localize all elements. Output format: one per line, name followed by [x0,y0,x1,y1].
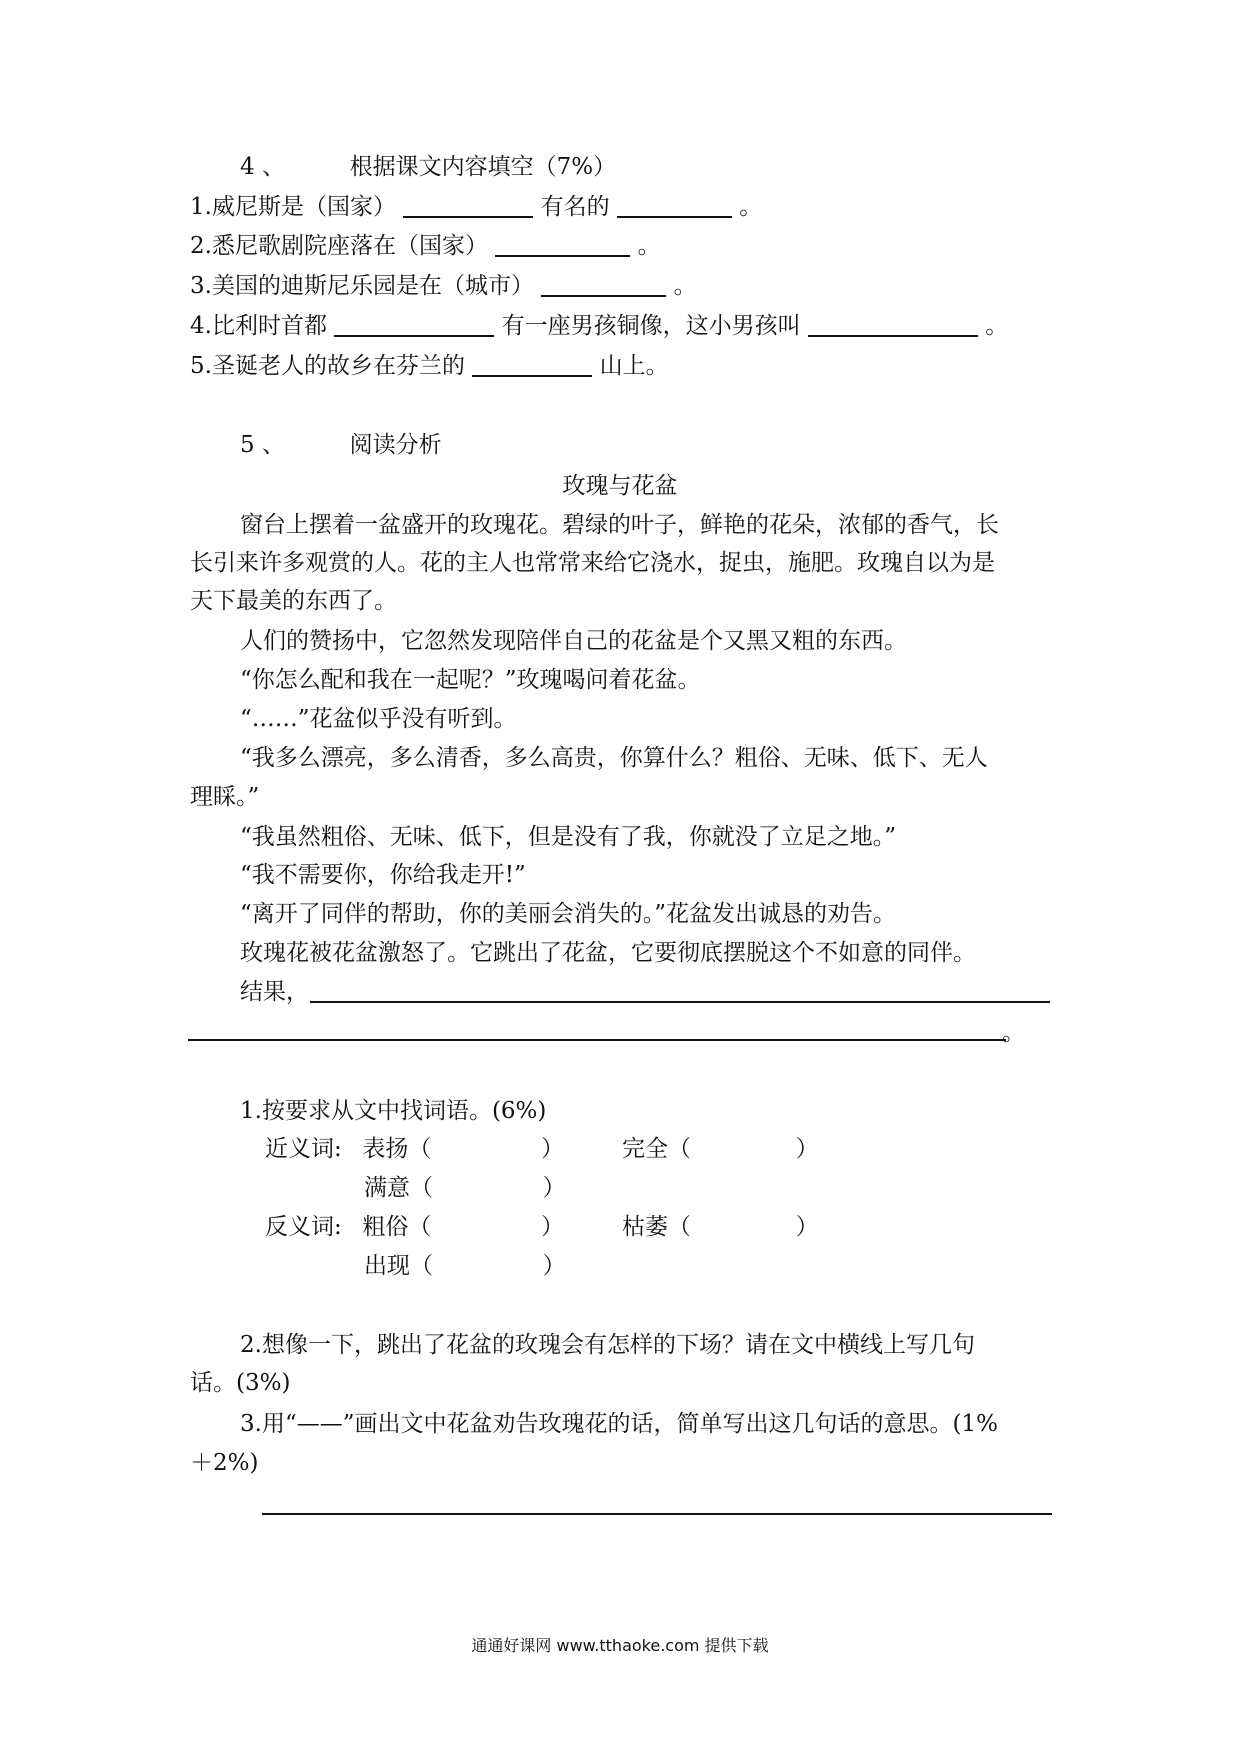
q1-end: 。 [739,194,763,220]
ant2-close: ） [795,1214,819,1240]
synonym-row-2 [364,1173,566,1203]
antonym-row-2 [364,1251,566,1281]
synonym-row-1 [265,1134,564,1164]
fill-question-1 [190,192,762,222]
syn2-close: ） [795,1136,819,1162]
syn2-word: 完全（ [622,1136,691,1162]
passage-p6: “我虽然粗俗、无味、低下，但是没有了我，你就没了立足之地。” [240,824,897,850]
passage-p1-line1: 窗台上摆着一盆盛开的玫瑰花。碧绿的叶子，鲜艳的花朵，浓郁的香气，长 [240,512,999,538]
section4-number: 4 、 [240,154,285,180]
q4-text-b: 有一座男孩铜像，这小男孩叫 [501,313,801,339]
question-2-line2: 话。(3%) [190,1370,291,1396]
passage-p5-line1: “我多么漂亮，多么清香，多么高贵，你算什么？粗俗、无味、低下、无人 [240,745,988,771]
section5-title: 阅读分析 [349,432,442,458]
question-3-line1: 3.用“——”画出文中花盆劝告玫瑰花的话，简单写出这几句话的意思。(1% [240,1411,998,1437]
question-1-title: 1.按要求从文中找词语。(6%) [240,1098,547,1124]
question-3-answer-line[interactable] [262,1513,1052,1515]
passage-p1-line3: 天下最美的东西了。 [190,588,397,614]
q3-blank[interactable] [541,273,666,297]
q4-blank-1[interactable] [334,313,494,337]
ant3-word: 出现（ [364,1253,433,1279]
fill-question-5 [190,351,669,381]
q4-text-a: 4.比利时首都 [190,313,327,339]
fill-question-4 [190,311,1008,341]
passage-p4: “……”花盆似乎没有听到。 [240,706,517,732]
question-3-line2: ＋2%) [190,1450,259,1476]
ant2-word: 枯萎（ [622,1214,691,1240]
passage-p8: “离开了同伴的帮助，你的美丽会消失的。”花盆发出诚恳的劝告。 [240,901,897,927]
q2-end: 。 [637,233,661,259]
q1-blank-1[interactable] [403,194,533,218]
syn1-close: ） [541,1136,564,1162]
q3-end: 。 [673,273,697,299]
footer-text: 通通好课网 www.tthaoke.com 提供下载 [471,1636,769,1655]
q5-text-b: 山上。 [599,353,669,379]
q5-text-a: 5.圣诞老人的故乡在芬兰的 [190,353,465,379]
ant3-close: ） [542,1253,566,1279]
antonym-item-2 [622,1212,819,1242]
q4-end: 。 [985,313,1009,339]
section5-heading [240,430,442,460]
q1-text-a: 1.威尼斯是（国家） [190,194,396,220]
fill-question-2 [190,231,661,261]
syn3-close: ） [542,1175,566,1201]
ant1-word: 粗俗（ [362,1214,432,1240]
q5-blank[interactable] [472,353,592,377]
passage-p10: 结果， [240,979,309,1005]
antonym-label: 反义词: [265,1214,342,1240]
q2-text-a: 2.悉尼歌剧院座落在（国家） [190,233,488,259]
passage-p5-line2: 理睬。” [190,784,260,810]
section5-number: 5 、 [240,432,285,458]
passage-p1-line2: 长引来许多观赏的人。花的主人也常常来给它浇水，捉虫，施肥。玫瑰自以为是 [190,550,995,576]
q1-text-b: 有名的 [540,194,610,220]
syn1-word: 表扬（ [362,1136,432,1162]
answer-line-2[interactable] [188,1039,1006,1041]
antonym-row-1 [265,1212,564,1242]
q3-text-a: 3.美国的迪斯尼乐园是在（城市） [190,273,534,299]
passage-p7: “我不需要你，你给我走开!” [240,862,526,888]
section4-title: 根据课文内容填空（7%） [349,154,617,180]
question-2-line1: 2.想像一下，跳出了花盆的玫瑰会有怎样的下场？请在文中横线上写几句 [240,1332,975,1358]
synonym-label: 近义词: [265,1136,342,1162]
section4-heading [240,152,616,182]
syn3-word: 满意（ [364,1175,433,1201]
passage-title: 玫瑰与花盆 [562,473,678,499]
synonym-item-2 [622,1134,819,1164]
ant1-close: ） [541,1214,564,1240]
q2-blank[interactable] [495,233,630,257]
q1-blank-2[interactable] [617,194,732,218]
q4-blank-2[interactable] [808,313,978,337]
passage-p3: “你怎么配和我在一起呢？”玫瑰喝问着花盆。 [240,667,701,693]
passage-p2: 人们的赞扬中，它忽然发现陪伴自己的花盆是个又黑又粗的东西。 [240,628,907,654]
fill-question-3 [190,271,697,301]
answer-end-mark: 。 [1002,1020,1025,1046]
answer-line-1[interactable] [310,1001,1050,1003]
passage-p9: 玫瑰花被花盆激怒了。它跳出了花盆，它要彻底摆脱这个不如意的同伴。 [240,940,976,966]
